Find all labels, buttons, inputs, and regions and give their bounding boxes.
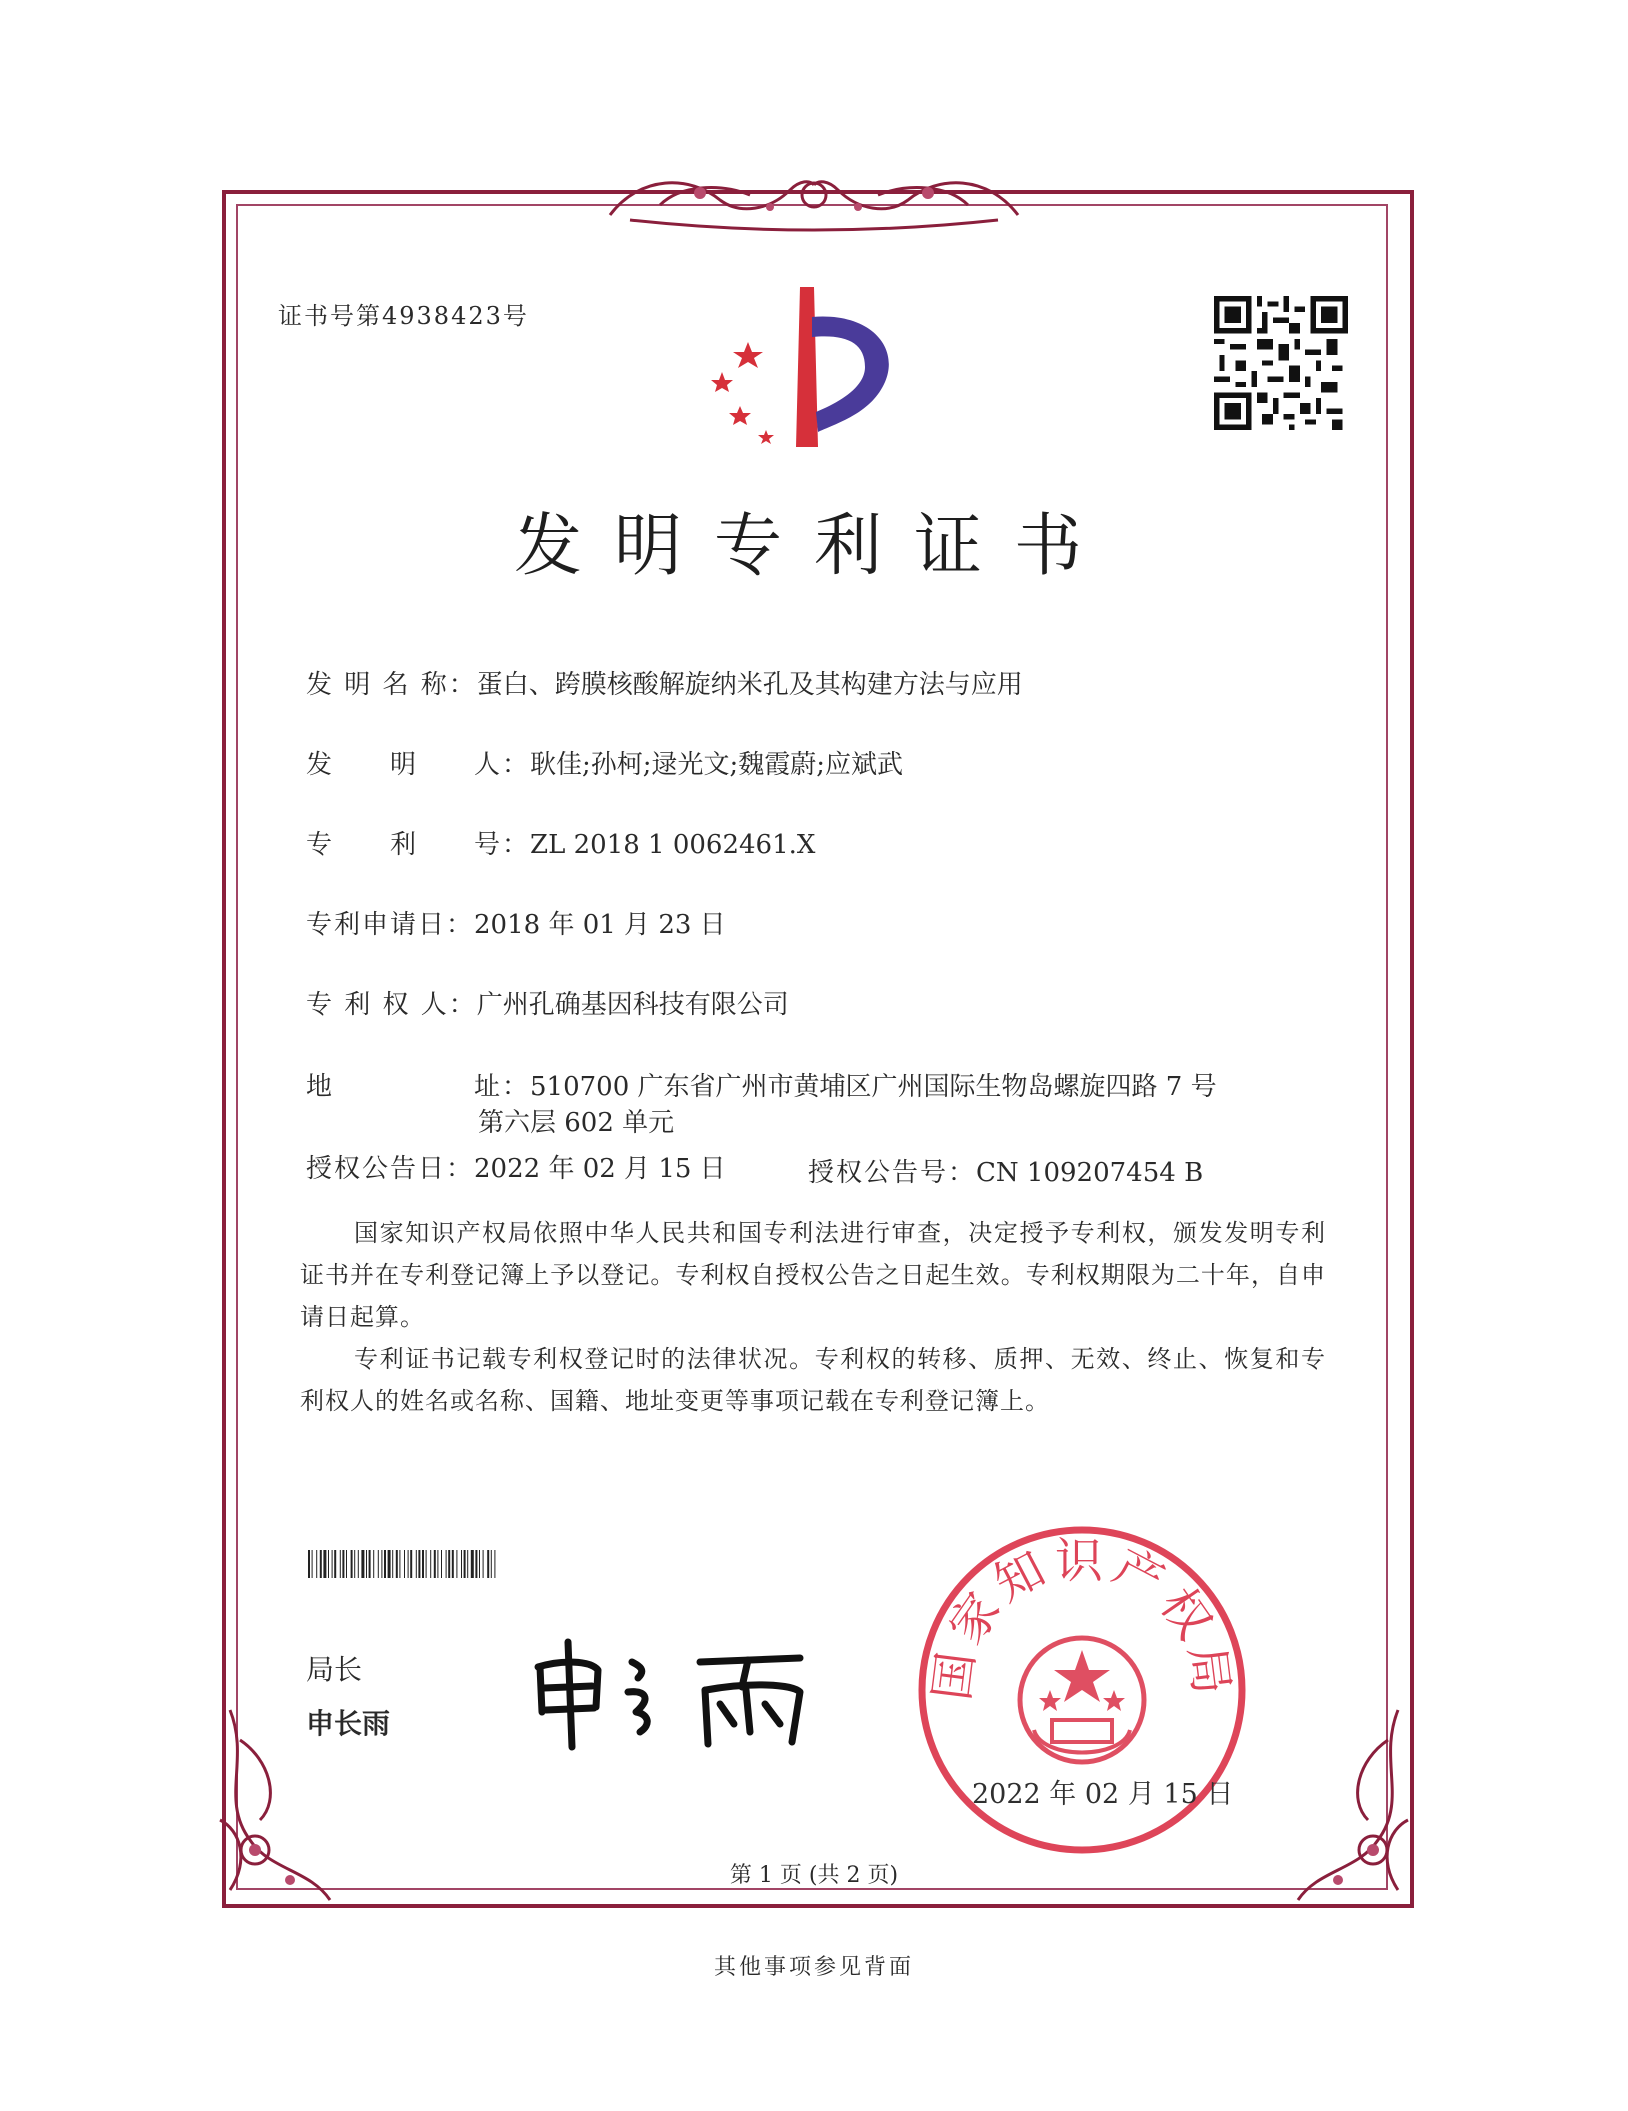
application-date-row: [306, 904, 726, 941]
grant-number-label: 授权公告号：: [808, 1158, 977, 1188]
grant-statement-paragraph: 国家知识产权局依照中华人民共和国专利法进行审查，决定授予专利权，颁发发明专利证书并在专利登记簿上予以登记。专利权自授权公告之日起生效。专利权期限为二十年，自申请日起算。: [300, 1219, 1326, 1331]
inventors-value: 耿佳;孙柯;逯光文;魏霞蔚;应斌武: [530, 750, 904, 780]
director-signature: [520, 1632, 820, 1752]
grant-number-row: [808, 1152, 1203, 1189]
grant-date-row: [306, 1148, 726, 1185]
certificate-title: 发明专利证书: [513, 507, 1114, 586]
address-line-1: 510700 广东省广州市黄埔区广州国际生物岛螺旋四路 7 号: [530, 1072, 1217, 1102]
inventors-row: [306, 744, 903, 781]
qr-code: [1214, 296, 1348, 430]
patentee-label: 专 利 权 人：: [306, 990, 477, 1020]
address-line-2: 第六层 602 单元: [478, 1108, 675, 1138]
invention-name-value: 蛋白、跨膜核酸解旋纳米孔及其构建方法与应用: [476, 670, 1023, 700]
inventors-label: 发 明 人：: [306, 750, 531, 780]
footer-note: 其他事项参见背面: [713, 1955, 914, 1980]
patent-office-logo: [700, 282, 910, 452]
patent-number-value: ZL 2018 1 0062461.X: [530, 830, 816, 860]
seal-text: 国家知识产权局: [923, 1532, 1241, 1704]
address-line-2-row: [478, 1102, 674, 1139]
invention-name-label: 发 明 名 称：: [306, 670, 477, 700]
director-name: 申长雨: [306, 1707, 391, 1740]
invention-name-row: [306, 664, 1023, 701]
patentee-value: 广州孔确基因科技有限公司: [476, 990, 789, 1020]
barcode: [308, 1550, 648, 1578]
application-date-label: 专利申请日：: [306, 910, 475, 940]
patent-number-label: 专 利 号：: [306, 830, 531, 860]
director-title: 局长: [306, 1653, 363, 1686]
application-date-value: 2018 年 01 月 23 日: [474, 910, 726, 940]
page-number: 第 1 页 (共 2 页): [729, 1863, 899, 1888]
legal-status-paragraph: 专利证书记载专利权登记时的法律状况。专利权的转移、质押、无效、终止、恢复和专利权人的姓名或名称、国籍、地址变更等事项记载在专利登记簿上。: [300, 1345, 1326, 1415]
seal-date: 2022 年 02 月 15 日: [972, 1779, 1234, 1810]
patentee-row: [306, 984, 789, 1021]
grant-date-label: 授权公告日：: [306, 1154, 475, 1184]
address-row: [306, 1066, 1217, 1103]
top-ornament: [600, 155, 1028, 235]
address-label: 地 址：: [306, 1072, 531, 1102]
grant-date-value: 2022 年 02 月 15 日: [474, 1154, 726, 1184]
certificate-number: 证书号第4938423号: [278, 302, 529, 330]
grant-number-value: CN 109207454 B: [976, 1158, 1204, 1188]
patent-number-row: [306, 824, 815, 861]
